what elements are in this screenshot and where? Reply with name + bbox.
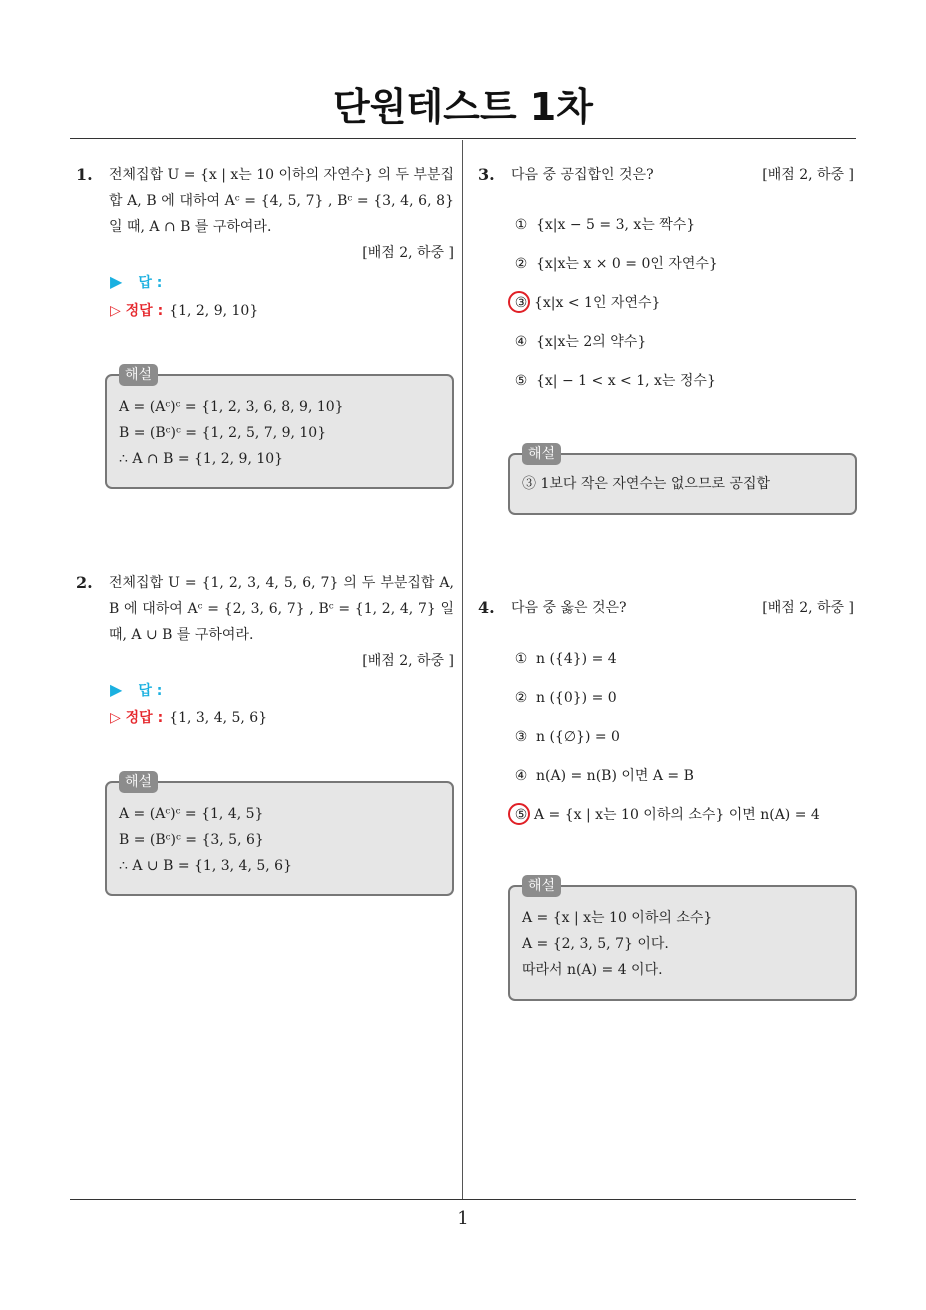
bottom-rule	[70, 1199, 856, 1200]
solution-line: A = (Aᶜ)ᶜ = {1, 4, 5}	[119, 806, 264, 822]
question-number: 3.	[478, 165, 495, 184]
play-triangle-icon: ▶	[110, 272, 123, 291]
play-triangle-icon: ▶	[110, 680, 123, 699]
question-score: [배점 2, 하중 ]	[762, 600, 854, 616]
correct-label: ▷ 정답 :	[110, 303, 164, 319]
option-selected[interactable]: ⑤ A = {x | x는 10 이하의 소수} 이면 n(A) = 4	[512, 802, 852, 841]
solution-line: B = (Bᶜ)ᶜ = {3, 5, 6}	[119, 832, 264, 848]
option[interactable]: ② n ({0}) = 0	[514, 690, 617, 706]
solution-tag: 해설	[119, 771, 158, 793]
answer-circle-icon	[508, 291, 530, 313]
solution-line: A = (Aᶜ)ᶜ = {1, 2, 3, 6, 8, 9, 10}	[119, 399, 344, 415]
question-2	[76, 570, 454, 674]
question-1	[76, 162, 454, 266]
option[interactable]: ④ {x|x는 2의 약수}	[514, 334, 647, 350]
correct-answer-line-2	[110, 707, 267, 727]
solution-line: ∴ A ∪ B = {1, 3, 4, 5, 6}	[119, 858, 292, 874]
solution-tag: 해설	[119, 364, 158, 386]
solution-line: A = {2, 3, 5, 7} 이다.	[522, 936, 669, 952]
answer-line-1	[110, 272, 162, 292]
question-score: [배점 2, 하중 ]	[362, 245, 454, 261]
option[interactable]: ② {x|x는 x × 0 = 0인 자연수}	[514, 256, 718, 272]
option[interactable]: ③ n ({∅}) = 0	[514, 729, 620, 745]
answer-label: 답 :	[138, 275, 163, 291]
solution-box-3	[508, 446, 857, 515]
question-4	[478, 595, 854, 621]
page-number: 1	[457, 1208, 469, 1229]
correct-value: {1, 3, 4, 5, 6}	[169, 710, 268, 726]
question-text: 전체집합 U = {x | x는 10 이하의 자연수} 의 두 부분집합 A, B 에 대하여 Aᶜ = {4, 5, 7} , Bᶜ = {3, 4, 6, 8} 일 때, A ∩ B 를 구하여라.	[109, 167, 455, 235]
options-4	[512, 646, 852, 841]
question-text: 전체집합 U = {1, 2, 3, 4, 5, 6, 7} 의 두 부분집합 A, B 에 대하여 Aᶜ = {2, 3, 6, 7} , Bᶜ = {1, 2, 4, 7} 일 때, A ∪ B 를 구하여라.	[109, 575, 454, 643]
question-number: 2.	[76, 573, 93, 592]
correct-answer-line-1	[110, 300, 258, 320]
option[interactable]: ④ n(A) = n(B) 이면 A = B	[514, 768, 694, 784]
correct-label: ▷ 정답 :	[110, 710, 164, 726]
question-number: 4.	[478, 598, 495, 617]
solution-line: B = (Bᶜ)ᶜ = {1, 2, 5, 7, 9, 10}	[119, 425, 327, 441]
solution-line: ∴ A ∩ B = {1, 2, 9, 10}	[119, 451, 284, 467]
question-score: [배점 2, 하중 ]	[362, 653, 454, 669]
solution-tag: 해설	[522, 875, 561, 897]
correct-value: {1, 2, 9, 10}	[169, 303, 259, 319]
top-rule	[70, 138, 856, 139]
option[interactable]: ① n ({4}) = 4	[514, 651, 617, 667]
page-title: 단원테스트 1차	[333, 85, 593, 129]
solution-line: ③ 1보다 작은 자연수는 없으므로 공집합	[522, 476, 771, 492]
column-divider	[462, 140, 463, 1200]
solution-box-4	[508, 878, 857, 1001]
option-selected[interactable]: ③ {x|x < 1인 자연수}	[512, 290, 852, 329]
question-text: 다음 중 공집합인 것은?	[511, 167, 654, 183]
option[interactable]: ① {x|x − 5 = 3, x는 짝수}	[514, 217, 696, 233]
answer-line-2	[110, 680, 162, 700]
question-3	[478, 162, 854, 188]
question-text: 다음 중 옳은 것은?	[511, 600, 627, 616]
solution-box-2	[105, 774, 454, 896]
solution-tag: 해설	[522, 443, 561, 465]
question-score: [배점 2, 하중 ]	[762, 167, 854, 183]
answer-label: 답 :	[138, 683, 163, 699]
solution-line: A = {x | x는 10 이하의 소수}	[522, 910, 713, 926]
solution-line: 따라서 n(A) = 4 이다.	[522, 962, 663, 978]
answer-circle-icon	[508, 803, 530, 825]
question-number: 1.	[76, 165, 93, 184]
options-3	[512, 212, 852, 407]
option[interactable]: ⑤ {x| − 1 < x < 1, x는 정수}	[514, 373, 716, 389]
solution-box-1	[105, 367, 454, 489]
